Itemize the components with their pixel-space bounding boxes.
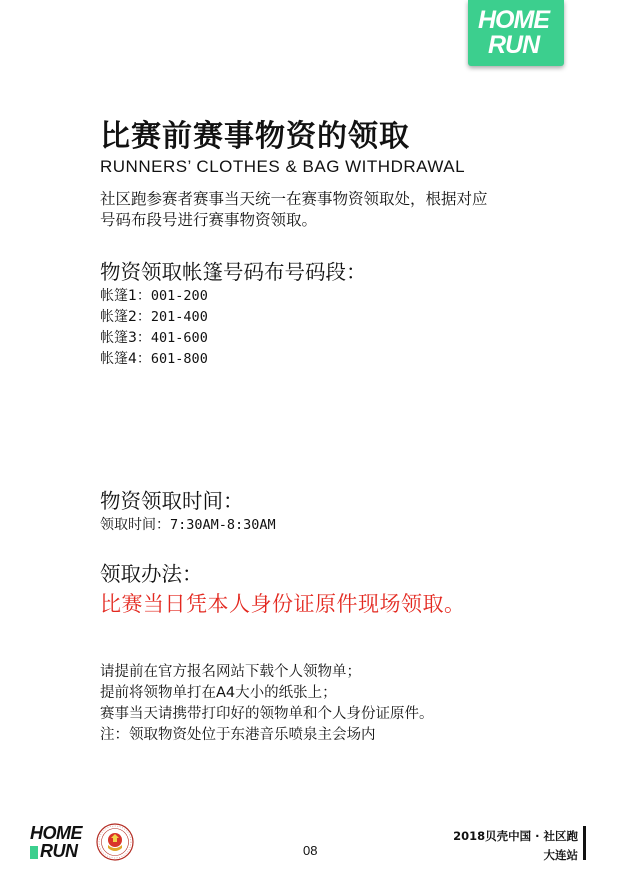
athletics-association-emblem-icon <box>96 823 134 861</box>
tent-label: 帐篷1： <box>100 288 151 304</box>
intro-line: 号码布段号进行赛事物资领取。 <box>100 211 318 229</box>
footer-event-line: 大连站 <box>543 848 578 862</box>
tent-label: 帐篷2： <box>100 309 151 325</box>
pickup-time-label: 领取时间： <box>100 517 170 533</box>
logo-text-home: HOME <box>478 6 549 34</box>
footer-logo-text-run: RUN <box>40 841 78 861</box>
tent-range: 201-400 <box>150 309 208 325</box>
tent-range: 001-200 <box>150 288 208 304</box>
pickup-time-heading: 物资领取时间： <box>100 489 244 513</box>
note-item: 提前将领物单打在A4大小的纸张上； <box>100 685 337 701</box>
footer-logo-text-home: HOME <box>30 823 82 843</box>
footer-logo-accent-bar <box>30 846 38 859</box>
tent-label: 帐篷4： <box>100 351 151 367</box>
page-subtitle: RUNNERS’ CLOTHES & BAG WITHDRAWAL <box>100 157 466 176</box>
tent-label: 帐篷3： <box>100 330 151 346</box>
footer-event-info <box>453 827 578 865</box>
notes-list <box>100 662 434 746</box>
logo-text-run: RUN <box>488 31 540 59</box>
tents-heading: 物资领取帐篷号码布号码段： <box>100 260 367 284</box>
intro-paragraph <box>100 189 560 231</box>
list-item <box>100 286 208 307</box>
page-number: 08 <box>303 843 318 858</box>
list-item <box>100 328 208 349</box>
note-item: 注：领取物资处位于东港音乐喷泉主会场内 <box>100 727 376 743</box>
tent-list <box>100 286 208 370</box>
pickup-time-line <box>100 515 276 535</box>
pickup-time-value: 7:30AM-8:30AM <box>170 517 276 533</box>
footer-home-run-logo <box>30 824 94 864</box>
note-item: 赛事当天请携带打印好的领物单和个人身份证原件。 <box>100 706 434 722</box>
intro-line: 社区跑参赛者赛事当天统一在赛事物资领取处，根据对应 <box>100 190 488 208</box>
tent-range: 401-600 <box>150 330 208 346</box>
method-highlight: 比赛当日凭本人身份证原件现场领取。 <box>100 592 466 616</box>
footer-divider <box>583 826 586 860</box>
list-item <box>100 349 208 370</box>
footer-event-line: 2018贝壳中国 · 社区跑 <box>453 829 578 843</box>
list-item <box>100 307 208 328</box>
home-run-logo <box>468 0 564 66</box>
tent-range: 601-800 <box>150 351 208 367</box>
method-heading: 领取办法： <box>100 562 203 586</box>
note-item: 请提前在官方报名网站下载个人领物单； <box>100 664 361 680</box>
page-title: 比赛前赛事物资的领取 <box>100 119 410 154</box>
